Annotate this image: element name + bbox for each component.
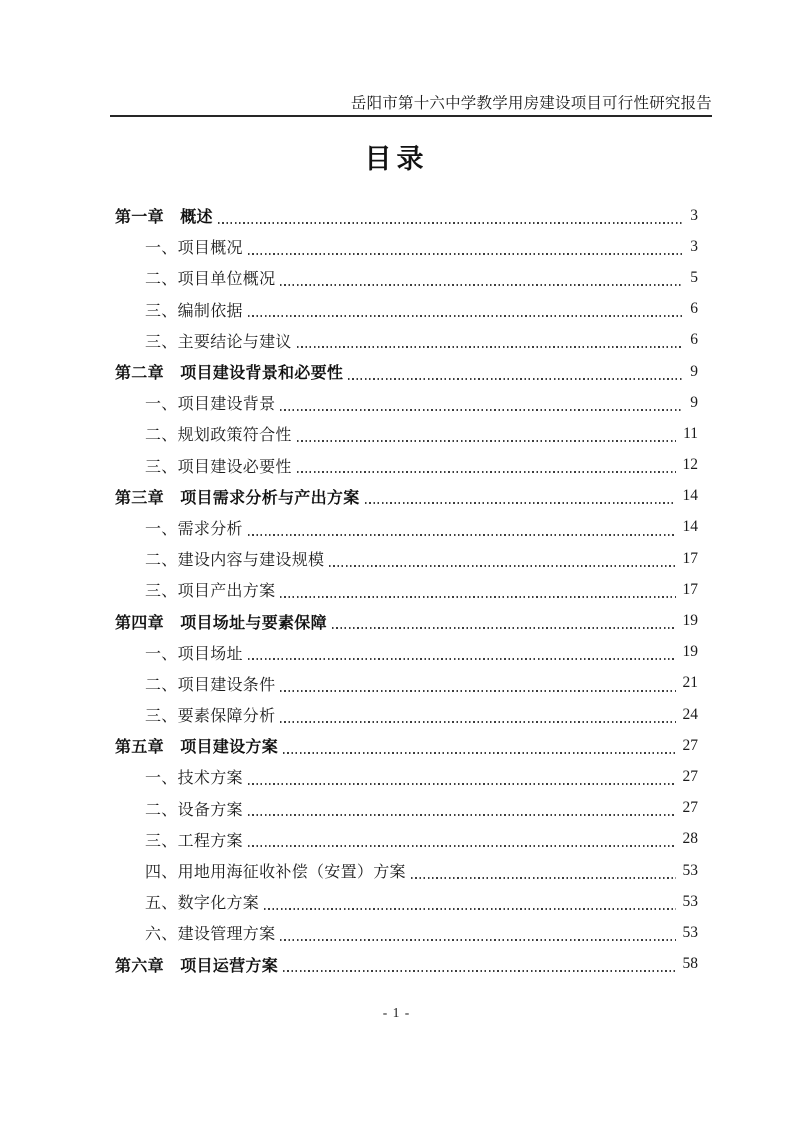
toc-entry-label: 三、编制依据 (145, 302, 243, 320)
toc-entry-label: 二、项目单位概况 (145, 271, 276, 289)
toc-entry[interactable] (115, 668, 698, 699)
toc-leader-dots (280, 409, 683, 411)
toc-entry[interactable] (115, 886, 698, 917)
toc-leader-dots (283, 752, 675, 754)
toc-entry-page: 12 (682, 456, 698, 474)
toc-entry[interactable] (115, 418, 698, 449)
toc-leader-dots (332, 627, 676, 629)
toc-entry-label: 五、数字化方案 (145, 895, 260, 913)
toc-entry[interactable] (115, 481, 698, 512)
toc-entry-label: 第六章 项目运营方案 (115, 957, 279, 975)
toc-entry-label: 一、项目场址 (145, 645, 243, 663)
toc-entry[interactable] (115, 605, 698, 636)
toc-entry-label: 三、工程方案 (145, 832, 243, 850)
toc-entry-label: 二、规划政策符合性 (145, 427, 292, 445)
toc-entry[interactable] (115, 699, 698, 730)
toc-entry[interactable] (115, 761, 698, 792)
toc-entry-page: 53 (682, 923, 698, 941)
toc-entry-page: 14 (682, 518, 698, 536)
toc-leader-dots (248, 253, 683, 255)
toc-entry-page: 27 (682, 736, 698, 754)
toc-entry-page: 9 (690, 362, 698, 380)
toc-entry-label: 第一章 概述 (115, 209, 213, 227)
toc-entry-label: 六、建设管理方案 (145, 926, 276, 944)
toc-entry[interactable] (115, 294, 698, 325)
toc-entry[interactable] (115, 512, 698, 543)
toc-leader-dots (297, 440, 676, 442)
toc-leader-dots (280, 939, 675, 941)
toc-entry-page: 58 (682, 955, 698, 973)
toc-entry[interactable] (115, 855, 698, 886)
toc-entry-page: 27 (682, 799, 698, 817)
toc-entry-page: 19 (682, 643, 698, 661)
toc-entry-page: 14 (682, 487, 698, 505)
toc-leader-dots (264, 908, 675, 910)
toc-entry[interactable] (115, 200, 698, 231)
toc-entry-label: 二、设备方案 (145, 801, 243, 819)
toc-leader-dots (365, 502, 676, 504)
toc-entry-label: 四、用地用海征收补偿（安置）方案 (145, 864, 406, 882)
toc-leader-dots (297, 471, 676, 473)
toc-list (115, 200, 698, 980)
toc-entry[interactable] (115, 325, 698, 356)
toc-leader-dots (297, 346, 684, 348)
toc-entry[interactable] (115, 730, 698, 761)
toc-leader-dots (248, 845, 676, 847)
toc-entry-page: 3 (690, 237, 698, 255)
toc-entry-label: 二、项目建设条件 (145, 676, 276, 694)
toc-entry-label: 第三章 项目需求分析与产出方案 (115, 489, 360, 507)
toc-entry[interactable] (115, 543, 698, 574)
toc-entry-page: 3 (690, 206, 698, 224)
toc-entry-label: 三、项目建设必要性 (145, 458, 292, 476)
toc-leader-dots (248, 315, 683, 317)
toc-leader-dots (248, 534, 676, 536)
toc-title: 目录 (364, 144, 429, 174)
toc-leader-dots (218, 222, 683, 224)
page-header-text: 岳阳市第十六中学教学用房建设项目可行性研究报告 (350, 95, 712, 112)
toc-entry[interactable] (115, 450, 698, 481)
toc-entry-page: 24 (682, 705, 698, 723)
toc-leader-dots (280, 690, 675, 692)
toc-leader-dots (348, 378, 683, 380)
toc-entry-page: 53 (682, 861, 698, 879)
header-divider-line (110, 115, 712, 117)
toc-entry[interactable] (115, 637, 698, 668)
toc-entry[interactable] (115, 356, 698, 387)
toc-entry[interactable] (115, 824, 698, 855)
toc-leader-dots (248, 658, 676, 660)
toc-entry-label: 第四章 项目场址与要素保障 (115, 614, 327, 632)
toc-entry-label: 三、要素保障分析 (145, 708, 276, 726)
toc-entry[interactable] (115, 574, 698, 605)
toc-entry-page: 9 (690, 393, 698, 411)
toc-leader-dots (329, 565, 675, 567)
toc-entry[interactable] (115, 917, 698, 948)
toc-entry-label: 一、需求分析 (145, 520, 243, 538)
toc-entry-label: 一、项目建设背景 (145, 396, 276, 414)
toc-leader-dots (248, 814, 676, 816)
toc-entry-label: 第五章 项目建设方案 (115, 739, 279, 757)
toc-entry-page: 6 (690, 331, 698, 349)
toc-entry[interactable] (115, 793, 698, 824)
toc-leader-dots (411, 877, 676, 879)
toc-entry-label: 三、主要结论与建议 (145, 333, 292, 351)
toc-entry[interactable] (115, 949, 698, 980)
toc-entry-label: 第二章 项目建设背景和必要性 (115, 365, 344, 383)
toc-entry-label: 二、建设内容与建设规模 (145, 552, 325, 570)
toc-entry-page: 21 (682, 674, 698, 692)
toc-entry-page: 17 (682, 580, 698, 598)
toc-entry-label: 一、技术方案 (145, 770, 243, 788)
toc-leader-dots (280, 284, 683, 286)
toc-entry-page: 53 (682, 892, 698, 910)
toc-entry[interactable] (115, 231, 698, 262)
toc-entry-page: 28 (682, 830, 698, 848)
toc-leader-dots (280, 721, 675, 723)
page-number-footer: - 1 - (382, 1005, 411, 1020)
toc-leader-dots (283, 970, 675, 972)
toc-entry-page: 6 (690, 300, 698, 318)
toc-entry-page: 5 (690, 268, 698, 286)
toc-leader-dots (248, 783, 676, 785)
toc-entry-page: 11 (683, 424, 698, 442)
toc-entry[interactable] (115, 262, 698, 293)
toc-entry[interactable] (115, 387, 698, 418)
toc-entry-label: 一、项目概况 (145, 240, 243, 258)
toc-leader-dots (280, 596, 675, 598)
toc-entry-label: 三、项目产出方案 (145, 583, 276, 601)
toc-entry-page: 19 (682, 612, 698, 630)
toc-entry-page: 17 (682, 549, 698, 567)
toc-entry-page: 27 (682, 767, 698, 785)
